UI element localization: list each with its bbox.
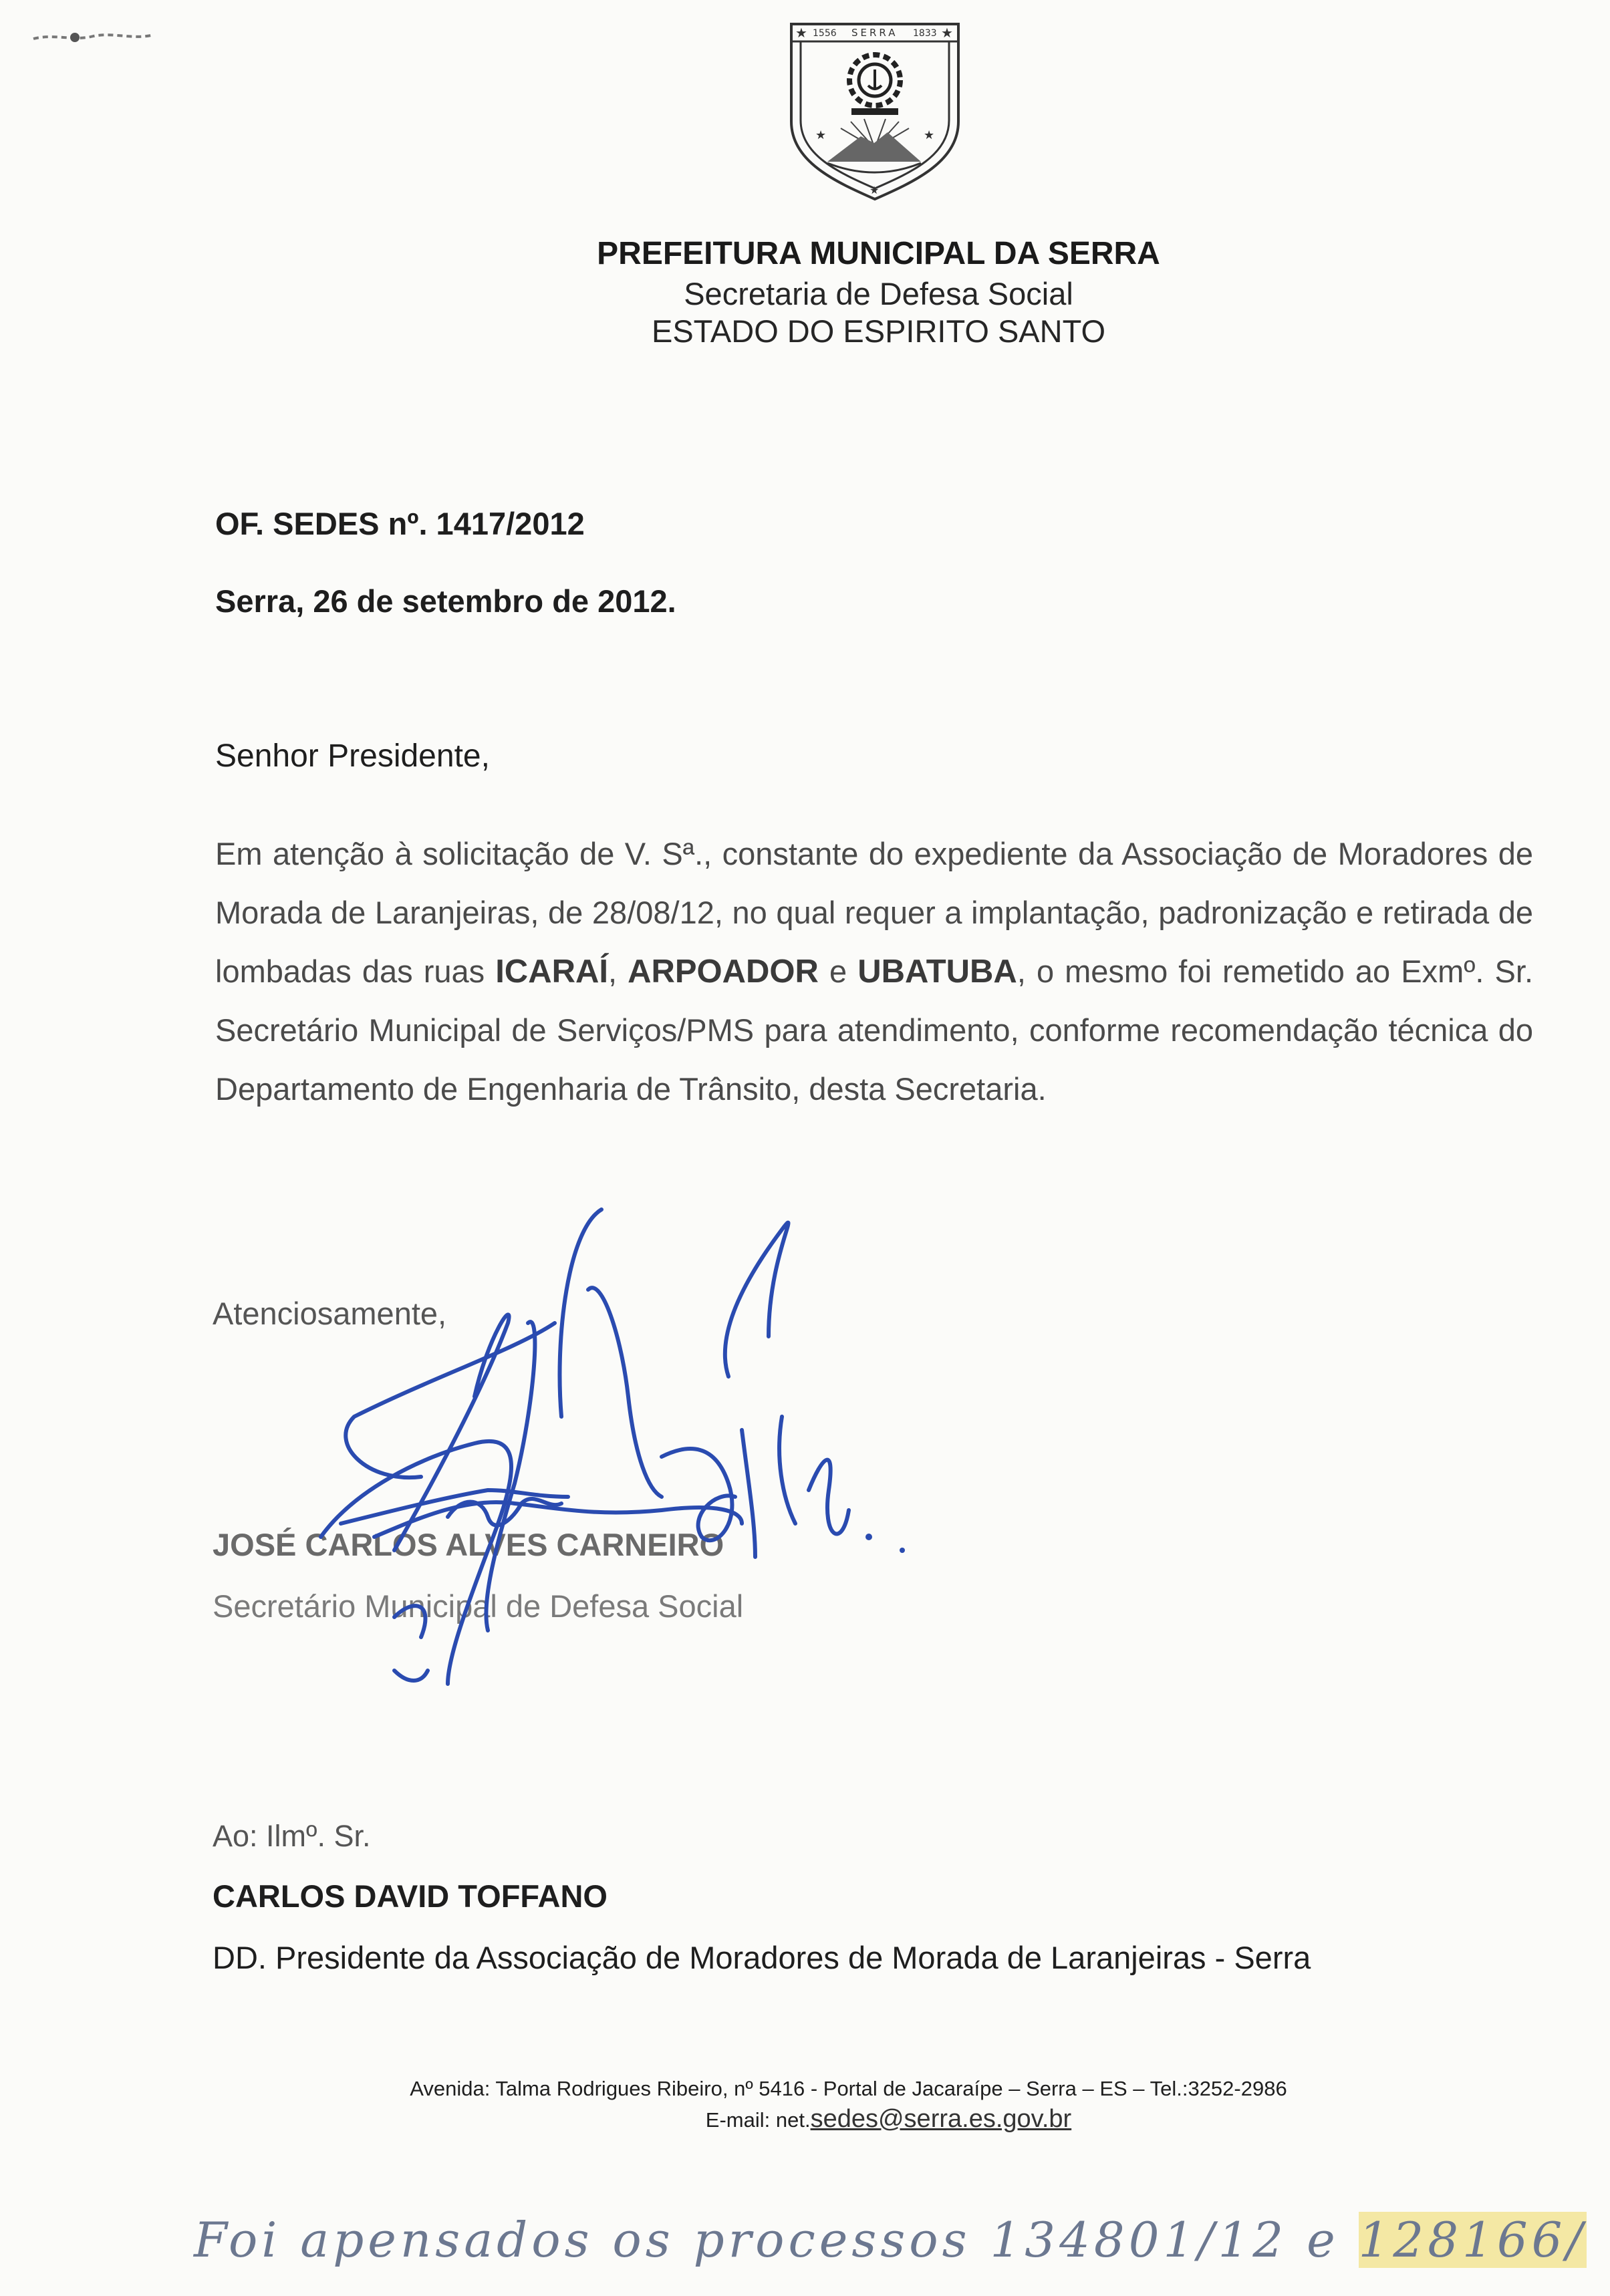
- state-name: ESTADO DO ESPIRITO SANTO: [651, 313, 1106, 349]
- street-arpoador: ARPOADOR: [628, 954, 819, 990]
- street-icarai: ICARAÍ: [495, 954, 608, 990]
- recipient-name: CARLOS DAVID TOFFANO: [213, 1878, 608, 1914]
- crest-year-left: 1556: [813, 28, 837, 39]
- department-name: Secretaria de Defesa Social: [684, 276, 1073, 311]
- street-ubatuba: UBATUBA: [857, 954, 1017, 990]
- svg-text:★: ★: [869, 184, 880, 196]
- body-text-part1: Em atenção à solicitação de V. Sª., constante do expediente da Associação de Moradores de Morada de Laranjeiras, de 28/08/12, no qual requer a implantação, padronização e retirada de lombadas das ruas: [215, 836, 1533, 989]
- recipient-title: DD. Presidente da Associação de Moradores de Morada de Laranjeiras - Serra: [213, 1940, 1311, 1975]
- ink-smudge: [27, 24, 160, 51]
- crest-name: SERRA: [851, 27, 898, 39]
- salutation: Senhor Presidente,: [215, 738, 490, 774]
- svg-text:★: ★: [815, 128, 827, 142]
- closing: Atenciosamente,: [213, 1296, 447, 1331]
- letter-date: Serra, 26 de setembro de 2012.: [215, 583, 676, 619]
- letter-reference: OF. SEDES nº. 1417/2012: [215, 506, 585, 541]
- svg-text:★: ★: [795, 25, 807, 41]
- handwritten-signature: [314, 1203, 1009, 1737]
- svg-text:★: ★: [924, 128, 935, 142]
- footer-email-line: [0, 2105, 1610, 2134]
- signer-role: Secretário Municipal de Defesa Social: [213, 1588, 744, 1624]
- svg-text:★: ★: [941, 25, 953, 41]
- body-text-part2: , o mesmo foi remetido ao Exmº. Sr. Secretário Municipal de Serviços/PMS para atendimento, conforme recomendação técnica do Departamento de Engenharia de Trânsito, desta Secretaria.: [215, 954, 1533, 1107]
- org-name: PREFEITURA MUNICIPAL DA SERRA: [597, 236, 1160, 271]
- crest-year-right: 1833: [913, 28, 937, 39]
- handwritten-note-text: Foi apensados os processos 134801/12 e: [194, 2212, 1359, 2268]
- municipal-crest-logo: [787, 21, 962, 202]
- email-label: E-mail: net.: [705, 2108, 811, 2132]
- letter-body: Em atenção à solicitação de V. Sª., constante do expediente da Associação de Moradores de Morada de Laranjeiras, de 28/08/12, no qual requer a implantação, padronização e retirada de lombadas das ruas ICARAÍ, ARPOADOR e UBATUBA, o mesmo foi remetido ao Exmº. Sr. Secretário Municipal de Serviços/PMS para atendimento, conforme recomendação técnica do Departamento de Engenharia de Trânsito, desta Secretaria.: [215, 836, 1533, 1107]
- handwritten-note: [194, 2212, 1587, 2268]
- recipient-label: Ao: Ilmº. Sr.: [213, 1819, 371, 1853]
- email-link[interactable]: sedes@serra.es.gov.br: [810, 2105, 1072, 2133]
- highlighted-process-number: 128166/: [1358, 2212, 1587, 2268]
- footer-address: Avenida: Talma Rodrigues Ribeiro, nº 5416 - Portal de Jacaraípe – Serra – ES – Tel.:3252-2986: [410, 2077, 1287, 2100]
- signer-name: JOSÉ CARLOS ALVES CARNEIRO: [213, 1527, 724, 1562]
